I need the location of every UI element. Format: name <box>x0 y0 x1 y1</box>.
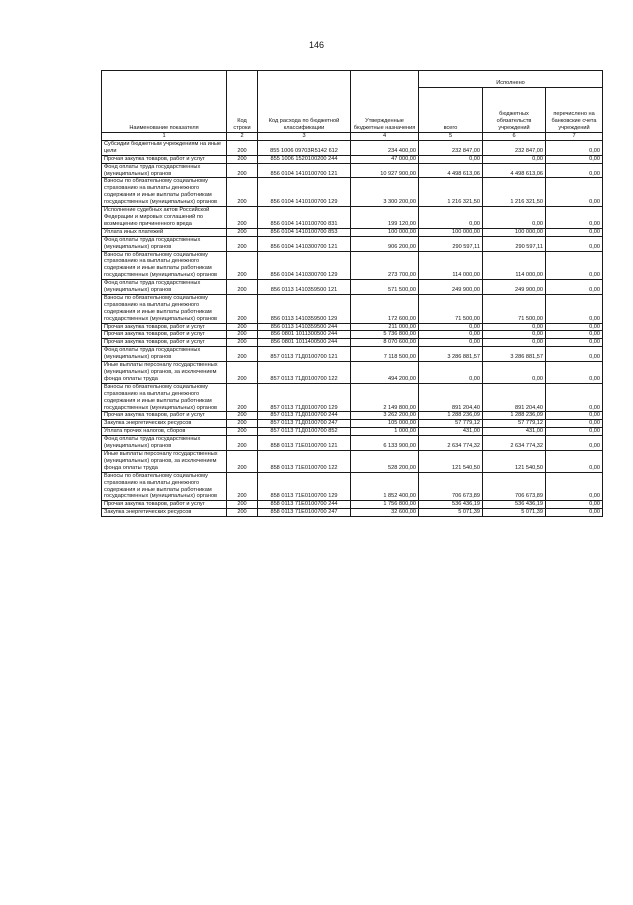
row-name: Фонд оплаты труда государственных (муниципальных) органов <box>102 236 227 251</box>
row-total: 5 071,39 <box>419 509 483 517</box>
row-total: 71 500,00 <box>419 294 483 323</box>
row-name: Прочая закупка товаров, работ и услуг <box>102 412 227 420</box>
table-row <box>102 347 603 362</box>
table-row <box>102 501 603 509</box>
row-budget: 0,00 <box>483 207 546 229</box>
row-name: Фонд оплаты труда государственных (муниципальных) органов <box>102 347 227 362</box>
table-row <box>102 236 603 251</box>
row-transferred: 0,00 <box>546 412 603 420</box>
table-row <box>102 339 603 347</box>
row-name: Уплата иных платежей <box>102 228 227 236</box>
row-approved: 10 927 900,00 <box>351 163 419 178</box>
table-row <box>102 228 603 236</box>
table-row <box>102 207 603 229</box>
row-budget: 71 500,00 <box>483 294 546 323</box>
row-budget: 232 847,00 <box>483 140 546 155</box>
row-kbk: 858 0113 71Е0100700 122 <box>258 450 351 472</box>
row-code: 200 <box>227 294 258 323</box>
column-number: 6 <box>483 133 546 141</box>
row-code: 200 <box>227 178 258 207</box>
row-approved: 8 070 600,00 <box>351 339 419 347</box>
row-transferred: 0,00 <box>546 450 603 472</box>
row-name: Иные выплаты персоналу государственных (муниципальных) органов, за исключением фонда оплаты труда <box>102 450 227 472</box>
row-total: 431,00 <box>419 428 483 436</box>
row-name: Субсидии бюджетным учреждениям на иные цели <box>102 140 227 155</box>
budget-execution-table <box>101 70 603 517</box>
table-row <box>102 331 603 339</box>
row-transferred: 0,00 <box>546 323 603 331</box>
row-approved: 100 000,00 <box>351 228 419 236</box>
row-total: 2 634 774,32 <box>419 436 483 451</box>
row-code: 200 <box>227 323 258 331</box>
row-approved: 3 300 200,00 <box>351 178 419 207</box>
row-approved: 32 600,00 <box>351 509 419 517</box>
row-total: 536 436,19 <box>419 501 483 509</box>
header-executed: Исполнено <box>419 71 603 88</box>
row-kbk: 857 0113 71Д0100700 121 <box>258 347 351 362</box>
table-row <box>102 383 603 412</box>
row-code: 200 <box>227 339 258 347</box>
row-total: 706 673,89 <box>419 472 483 501</box>
row-transferred: 0,00 <box>546 140 603 155</box>
column-number: 7 <box>546 133 603 141</box>
row-code: 200 <box>227 347 258 362</box>
row-approved: 199 120,00 <box>351 207 419 229</box>
row-budget: 100 000,00 <box>483 228 546 236</box>
row-kbk: 856 0104 1410300700 121 <box>258 236 351 251</box>
row-budget: 121 540,50 <box>483 450 546 472</box>
row-kbk: 856 0113 1410359500 244 <box>258 323 351 331</box>
row-budget: 5 071,39 <box>483 509 546 517</box>
row-transferred: 0,00 <box>546 428 603 436</box>
row-total: 57 779,12 <box>419 420 483 428</box>
row-name: Уплата прочих налогов, сборов <box>102 428 227 436</box>
row-kbk: 857 0113 71Д0100700 122 <box>258 362 351 384</box>
row-approved: 211 000,00 <box>351 323 419 331</box>
column-number-row <box>102 133 603 141</box>
row-code: 200 <box>227 450 258 472</box>
row-total: 0,00 <box>419 331 483 339</box>
header-transferred: перечислено на банковские счета учреждений <box>546 88 603 133</box>
row-transferred: 0,00 <box>546 207 603 229</box>
row-code: 200 <box>227 155 258 163</box>
row-budget: 249 900,00 <box>483 280 546 295</box>
table-row <box>102 472 603 501</box>
row-kbk: 856 0104 1410100700 831 <box>258 207 351 229</box>
row-transferred: 0,00 <box>546 436 603 451</box>
header-name: Наименование показателя <box>102 71 227 133</box>
row-code: 200 <box>227 436 258 451</box>
row-budget: 431,00 <box>483 428 546 436</box>
row-approved: 6 133 900,00 <box>351 436 419 451</box>
row-budget: 1 216 321,50 <box>483 178 546 207</box>
row-name: Взносы по обязательному социальному страхованию на выплаты денежного содержания и иные выплаты работникам государственных (муниципальных) органов <box>102 383 227 412</box>
row-name: Прочая закупка товаров, работ и услуг <box>102 331 227 339</box>
row-approved: 172 600,00 <box>351 294 419 323</box>
row-budget: 0,00 <box>483 331 546 339</box>
header-total: всего <box>419 88 483 133</box>
row-transferred: 0,00 <box>546 163 603 178</box>
header-kbk: Код расхода по бюджетной классификации <box>258 71 351 133</box>
row-total: 0,00 <box>419 362 483 384</box>
row-kbk: 856 0113 1410359500 121 <box>258 280 351 295</box>
row-budget: 706 673,89 <box>483 472 546 501</box>
row-name: Фонд оплаты труда государственных (муниципальных) органов <box>102 436 227 451</box>
row-kbk: 858 0113 71Е0100700 129 <box>258 472 351 501</box>
row-transferred: 0,00 <box>546 331 603 339</box>
row-name: Прочая закупка товаров, работ и услуг <box>102 501 227 509</box>
row-transferred: 0,00 <box>546 178 603 207</box>
row-approved: 105 000,00 <box>351 420 419 428</box>
row-code: 200 <box>227 280 258 295</box>
table-row <box>102 294 603 323</box>
row-code: 200 <box>227 362 258 384</box>
row-kbk: 855 1006 09703R5142 612 <box>258 140 351 155</box>
header-budget: бюджетных обязательств учреждений <box>483 88 546 133</box>
row-name: Иные выплаты персоналу государственных (муниципальных) органов, за исключением фонда оплаты труда <box>102 362 227 384</box>
row-kbk: 858 0113 71Е0100700 121 <box>258 436 351 451</box>
row-budget: 0,00 <box>483 362 546 384</box>
row-name: Прочая закупка товаров, работ и услуг <box>102 155 227 163</box>
row-total: 232 847,00 <box>419 140 483 155</box>
row-code: 200 <box>227 236 258 251</box>
header-approved: Утвержденные бюджетные назначения <box>351 71 419 133</box>
column-number: 2 <box>227 133 258 141</box>
row-kbk: 855 1006 1520100200 244 <box>258 155 351 163</box>
row-total: 114 000,00 <box>419 251 483 280</box>
row-budget: 3 286 881,57 <box>483 347 546 362</box>
row-transferred: 0,00 <box>546 383 603 412</box>
row-code: 200 <box>227 140 258 155</box>
row-budget: 57 779,12 <box>483 420 546 428</box>
row-total: 249 900,00 <box>419 280 483 295</box>
page-number: 146 <box>308 40 325 50</box>
row-code: 200 <box>227 383 258 412</box>
row-budget: 114 000,00 <box>483 251 546 280</box>
table-row <box>102 280 603 295</box>
row-approved: 906 200,00 <box>351 236 419 251</box>
table-row <box>102 450 603 472</box>
row-approved: 3 262 200,00 <box>351 412 419 420</box>
column-number: 1 <box>102 133 227 141</box>
table-row <box>102 251 603 280</box>
row-approved: 571 500,00 <box>351 280 419 295</box>
row-total: 100 000,00 <box>419 228 483 236</box>
row-transferred: 0,00 <box>546 347 603 362</box>
row-transferred: 0,00 <box>546 362 603 384</box>
row-name: Фонд оплаты труда государственных (муниципальных) органов <box>102 280 227 295</box>
row-approved: 1 000,00 <box>351 428 419 436</box>
row-transferred: 0,00 <box>546 280 603 295</box>
row-budget: 536 436,19 <box>483 501 546 509</box>
column-number: 4 <box>351 133 419 141</box>
row-code: 200 <box>227 251 258 280</box>
table-row <box>102 140 603 155</box>
table-row <box>102 155 603 163</box>
row-kbk: 858 0113 71Е0100700 244 <box>258 501 351 509</box>
row-transferred: 0,00 <box>546 155 603 163</box>
row-budget: 0,00 <box>483 323 546 331</box>
row-approved: 273 700,00 <box>351 251 419 280</box>
row-name: Закупка энергетических ресурсов <box>102 420 227 428</box>
row-transferred: 0,00 <box>546 420 603 428</box>
row-kbk: 857 0113 71Д0100700 852 <box>258 428 351 436</box>
row-budget: 290 597,11 <box>483 236 546 251</box>
row-transferred: 0,00 <box>546 509 603 517</box>
table-header-row <box>102 71 603 88</box>
row-kbk: 856 0104 1410100700 853 <box>258 228 351 236</box>
row-transferred: 0,00 <box>546 251 603 280</box>
row-transferred: 0,00 <box>546 339 603 347</box>
row-kbk: 857 0113 71Д0100700 247 <box>258 420 351 428</box>
row-kbk: 856 0801 1011300500 244 <box>258 331 351 339</box>
row-approved: 528 200,00 <box>351 450 419 472</box>
row-total: 121 540,50 <box>419 450 483 472</box>
header-code: Код строки <box>227 71 258 133</box>
row-budget: 891 204,40 <box>483 383 546 412</box>
row-name: Прочая закупка товаров, работ и услуг <box>102 339 227 347</box>
row-code: 200 <box>227 207 258 229</box>
row-transferred: 0,00 <box>546 501 603 509</box>
row-name: Исполнение судебных актов Российской Федерации и мировых соглашений по возмещению причиненного вреда <box>102 207 227 229</box>
table-row <box>102 420 603 428</box>
row-total: 891 204,40 <box>419 383 483 412</box>
row-code: 200 <box>227 472 258 501</box>
table-body <box>102 140 603 516</box>
row-total: 0,00 <box>419 339 483 347</box>
row-kbk: 856 0104 1410100700 129 <box>258 178 351 207</box>
row-code: 200 <box>227 163 258 178</box>
row-approved: 1 852 400,00 <box>351 472 419 501</box>
row-code: 200 <box>227 420 258 428</box>
row-total: 0,00 <box>419 207 483 229</box>
row-budget: 0,00 <box>483 155 546 163</box>
row-approved: 2 149 800,00 <box>351 383 419 412</box>
row-code: 200 <box>227 412 258 420</box>
row-total: 1 216 321,50 <box>419 178 483 207</box>
table-row <box>102 509 603 517</box>
row-kbk: 856 0104 1410100700 121 <box>258 163 351 178</box>
row-code: 200 <box>227 501 258 509</box>
table-row <box>102 428 603 436</box>
column-number: 5 <box>419 133 483 141</box>
row-budget: 0,00 <box>483 339 546 347</box>
table-row <box>102 436 603 451</box>
row-code: 200 <box>227 228 258 236</box>
row-kbk: 857 0113 71Д0100700 244 <box>258 412 351 420</box>
row-code: 200 <box>227 331 258 339</box>
row-total: 1 288 236,09 <box>419 412 483 420</box>
row-approved: 47 000,00 <box>351 155 419 163</box>
row-total: 3 286 881,57 <box>419 347 483 362</box>
row-total: 4 498 613,06 <box>419 163 483 178</box>
row-code: 200 <box>227 509 258 517</box>
row-kbk: 857 0113 71Д0100700 129 <box>258 383 351 412</box>
column-number: 3 <box>258 133 351 141</box>
row-approved: 7 118 500,00 <box>351 347 419 362</box>
row-total: 0,00 <box>419 323 483 331</box>
row-name: Взносы по обязательному социальному страхованию на выплаты денежного содержания и иные выплаты работникам государственных (муниципальных) органов <box>102 178 227 207</box>
row-kbk: 856 0801 1011400500 244 <box>258 339 351 347</box>
row-kbk: 856 0113 1410359500 129 <box>258 294 351 323</box>
table-row <box>102 323 603 331</box>
row-approved: 5 736 800,00 <box>351 331 419 339</box>
row-code: 200 <box>227 428 258 436</box>
row-kbk: 858 0113 71Е0100700 247 <box>258 509 351 517</box>
row-kbk: 856 0104 1410300700 129 <box>258 251 351 280</box>
table-row <box>102 163 603 178</box>
row-total: 290 597,11 <box>419 236 483 251</box>
table-row <box>102 178 603 207</box>
row-name: Взносы по обязательному социальному страхованию на выплаты денежного содержания и иные выплаты работникам государственных (муниципальных) органов <box>102 472 227 501</box>
table-row <box>102 412 603 420</box>
row-approved: 1 756 800,00 <box>351 501 419 509</box>
table-row <box>102 362 603 384</box>
row-budget: 2 634 774,32 <box>483 436 546 451</box>
row-approved: 234 400,00 <box>351 140 419 155</box>
row-approved: 494 200,00 <box>351 362 419 384</box>
row-budget: 1 288 236,09 <box>483 412 546 420</box>
row-budget: 4 498 613,06 <box>483 163 546 178</box>
row-transferred: 0,00 <box>546 472 603 501</box>
row-name: Прочая закупка товаров, работ и услуг <box>102 323 227 331</box>
row-name: Взносы по обязательному социальному страхованию на выплаты денежного содержания и иные выплаты работникам государственных (муниципальных) органов <box>102 294 227 323</box>
row-total: 0,00 <box>419 155 483 163</box>
row-name: Взносы по обязательному социальному страхованию на выплаты денежного содержания и иные выплаты работникам государственных (муниципальных) органов <box>102 251 227 280</box>
row-transferred: 0,00 <box>546 294 603 323</box>
row-name: Фонд оплаты труда государственных (муниципальных) органов <box>102 163 227 178</box>
row-transferred: 0,00 <box>546 228 603 236</box>
row-transferred: 0,00 <box>546 236 603 251</box>
row-name: Закупка энергетических ресурсов <box>102 509 227 517</box>
